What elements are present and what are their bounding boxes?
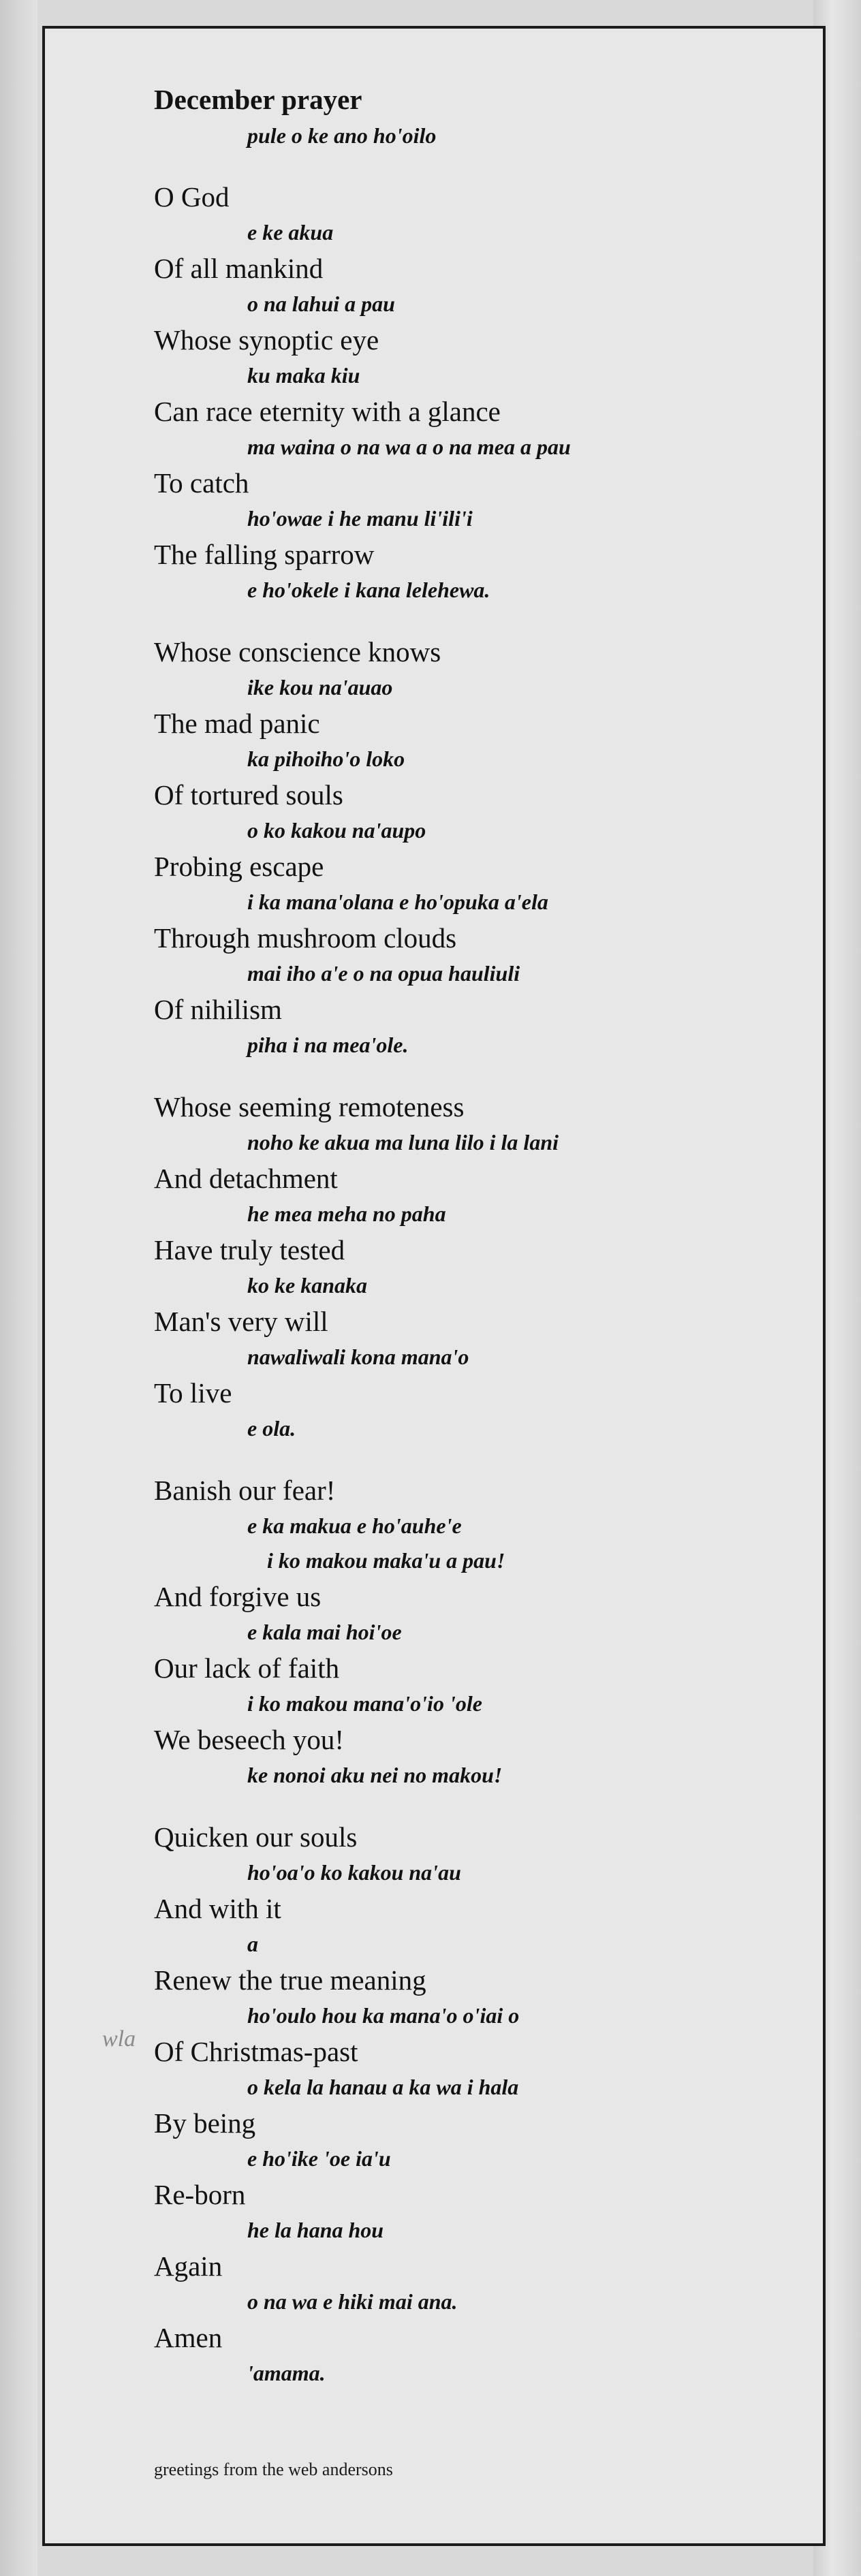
english-line: Renew the true meaning xyxy=(154,1964,426,1996)
hawaiian-translation-line: ike kou na'auao xyxy=(247,675,393,700)
hawaiian-translation-line: i ka mana'olana e ho'opuka a'ela xyxy=(247,890,548,914)
stanza xyxy=(154,1472,767,1793)
greeting-footer: greetings from the web andersons xyxy=(154,2460,393,2479)
hawaiian-translation-line: ho'oulo hou ka mana'o o'iai o xyxy=(247,2003,520,2028)
hawaiian-translation-line: e ho'ike 'oe ia'u xyxy=(247,2146,391,2171)
hawaiian-translation-line: ka pihoiho'o loko xyxy=(247,747,405,771)
english-line: Probing escape xyxy=(154,851,324,882)
stanza xyxy=(154,178,767,608)
poem-title-translation: pule o ke ano ho'oilo xyxy=(247,123,437,148)
hawaiian-translation-line: o ko kakou na'aupo xyxy=(247,818,426,843)
english-line: Amen xyxy=(154,2322,223,2353)
hawaiian-translation-line: mai iho a'e o na opua hauliuli xyxy=(247,961,520,986)
english-line: Whose conscience knows xyxy=(154,636,441,667)
english-line: Of tortured souls xyxy=(154,779,343,811)
english-line: Through mushroom clouds xyxy=(154,922,457,954)
poem-stanzas xyxy=(154,178,767,2391)
hawaiian-translation-line: ke nonoi aku nei no makou! xyxy=(247,1763,503,1787)
english-line: Of Christmas-past xyxy=(154,2036,358,2067)
hawaiian-translation-line: noho ke akua ma luna lilo i la lani xyxy=(247,1130,559,1155)
english-line: Of all mankind xyxy=(154,253,324,284)
hawaiian-translation-line: e ka makua e ho'auhe'e xyxy=(247,1513,462,1538)
english-line: To live xyxy=(154,1377,232,1409)
english-line: Can race eternity with a glance xyxy=(154,396,501,427)
english-line: The mad panic xyxy=(154,708,320,739)
hawaiian-translation-line: o na lahui a pau xyxy=(247,292,395,316)
hawaiian-translation-line: ma waina o na wa a o na mea a pau xyxy=(247,435,571,459)
english-line: Have truly tested xyxy=(154,1234,345,1266)
english-line: Quicken our souls xyxy=(154,1821,358,1853)
hawaiian-translation-line: ko ke kanaka xyxy=(247,1273,367,1298)
english-line: Re-born xyxy=(154,2179,246,2210)
hawaiian-translation-line: he mea meha no paha xyxy=(247,1201,446,1226)
hawaiian-translation-line: o na wa e hiki mai ana. xyxy=(247,2289,458,2314)
hawaiian-translation-line: e ke akua xyxy=(247,220,334,245)
english-line: And detachment xyxy=(154,1163,338,1194)
stanza xyxy=(154,1819,767,2391)
margin-handwriting: wla xyxy=(102,2026,136,2052)
stanza xyxy=(154,1088,767,1446)
hawaiian-translation-line: he la hana hou xyxy=(247,2218,384,2242)
stanza xyxy=(154,633,767,1063)
hawaiian-translation-line: ku maka kiu xyxy=(247,363,360,388)
page-edge-left xyxy=(0,0,37,2576)
hawaiian-translation-line: nawaliwali kona mana'o xyxy=(247,1345,469,1369)
hawaiian-translation-continuation: i ko makou maka'u a pau! xyxy=(267,1548,505,1573)
hawaiian-translation-line: 'amama. xyxy=(247,2361,326,2385)
english-line: Again xyxy=(154,2250,223,2282)
english-line: Our lack of faith xyxy=(154,1652,340,1684)
english-line: Of nihilism xyxy=(154,994,282,1025)
hawaiian-translation-line: i ko makou mana'o'io 'ole xyxy=(247,1691,482,1716)
english-line: And with it xyxy=(154,1893,281,1924)
poem xyxy=(154,80,767,2391)
english-line: The falling sparrow xyxy=(154,539,375,570)
english-line: Whose synoptic eye xyxy=(154,324,379,356)
english-line: We beseech you! xyxy=(154,1724,345,1755)
hawaiian-translation-line: a xyxy=(247,1932,258,1956)
english-line: O God xyxy=(154,181,230,213)
english-line: By being xyxy=(154,2107,256,2139)
hawaiian-translation-line: e ho'okele i kana lelehewa. xyxy=(247,578,490,602)
hawaiian-translation-line: e ola. xyxy=(247,1416,296,1441)
english-line: Man's very will xyxy=(154,1306,328,1337)
hawaiian-translation-line: ho'oa'o ko kakou na'au xyxy=(247,1860,461,1885)
english-line: And forgive us xyxy=(154,1581,322,1612)
hawaiian-translation-line: piha i na mea'ole. xyxy=(247,1033,409,1057)
english-line: To catch xyxy=(154,467,249,499)
hawaiian-translation-line: e kala mai hoi'oe xyxy=(247,1620,402,1644)
english-line: Banish our fear! xyxy=(154,1475,336,1506)
hawaiian-translation-line: ho'owae i he manu li'ili'i xyxy=(247,506,473,531)
poem-title: December prayer xyxy=(154,84,362,115)
hawaiian-translation-line: o kela la hanau a ka wa i hala xyxy=(247,2075,519,2099)
english-line: Whose seeming remoteness xyxy=(154,1091,465,1122)
